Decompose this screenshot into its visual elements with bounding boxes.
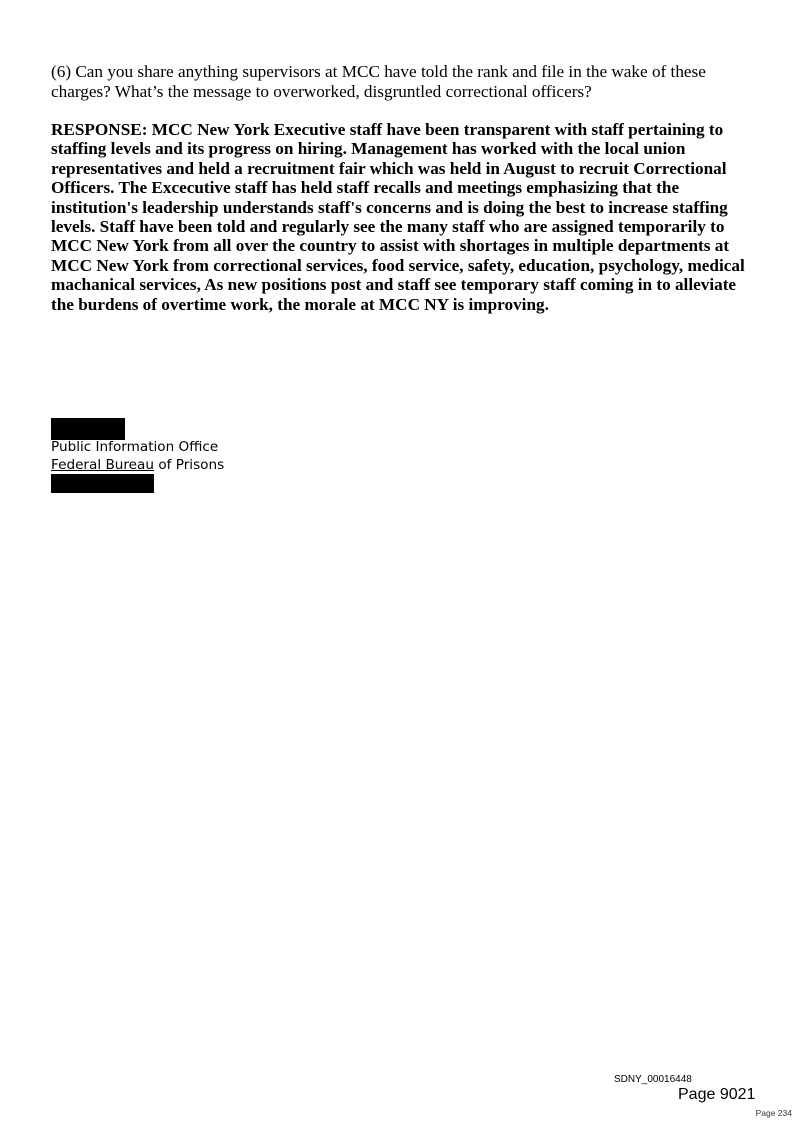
- redacted-contact-block: [51, 474, 154, 493]
- office-label: Public Information Office: [51, 439, 219, 455]
- question-text: (6) Can you share anything supervisors at MCC have told the rank and file in the wake of these charges? What’s the message to overworked, disgruntled correctional officers?: [51, 62, 706, 102]
- signature-bureau: [51, 456, 224, 474]
- page-number: Page 9021: [678, 1086, 756, 1103]
- bureau-label-rest: of Prisons: [154, 457, 225, 473]
- bureau-label-underlined: Federal Bureau: [51, 457, 154, 473]
- redacted-name-block: [51, 418, 125, 440]
- bates-number: SDNY_00016448: [614, 1074, 692, 1085]
- response-text: RESPONSE: MCC New York Executive staff have been transparent with staff pertaining to staffing levels and its progress on hiring. Management has worked with the local union representatives and held a recruitment fair which was held in August to recruit Correctional Officers. The Excecutive staff has held staff recalls and meetings emphasizing that the institution's leadership understands staff's concerns and is doing the best to increase staffing levels. Staff have been told and regularly see the many staff who are assigned temporarily to MCC New York from all over the country to assist with shortages in multiple departments at MCC New York from correctional services, food service, safety, education, psychology, medical machanical services, As new positions post and staff see temporary staff coming in to alleviate the burdens of overtime work, the morale at MCC NY is improving.: [51, 120, 745, 314]
- signature-office: [51, 438, 218, 456]
- page-number-small: Page 234: [755, 1108, 792, 1118]
